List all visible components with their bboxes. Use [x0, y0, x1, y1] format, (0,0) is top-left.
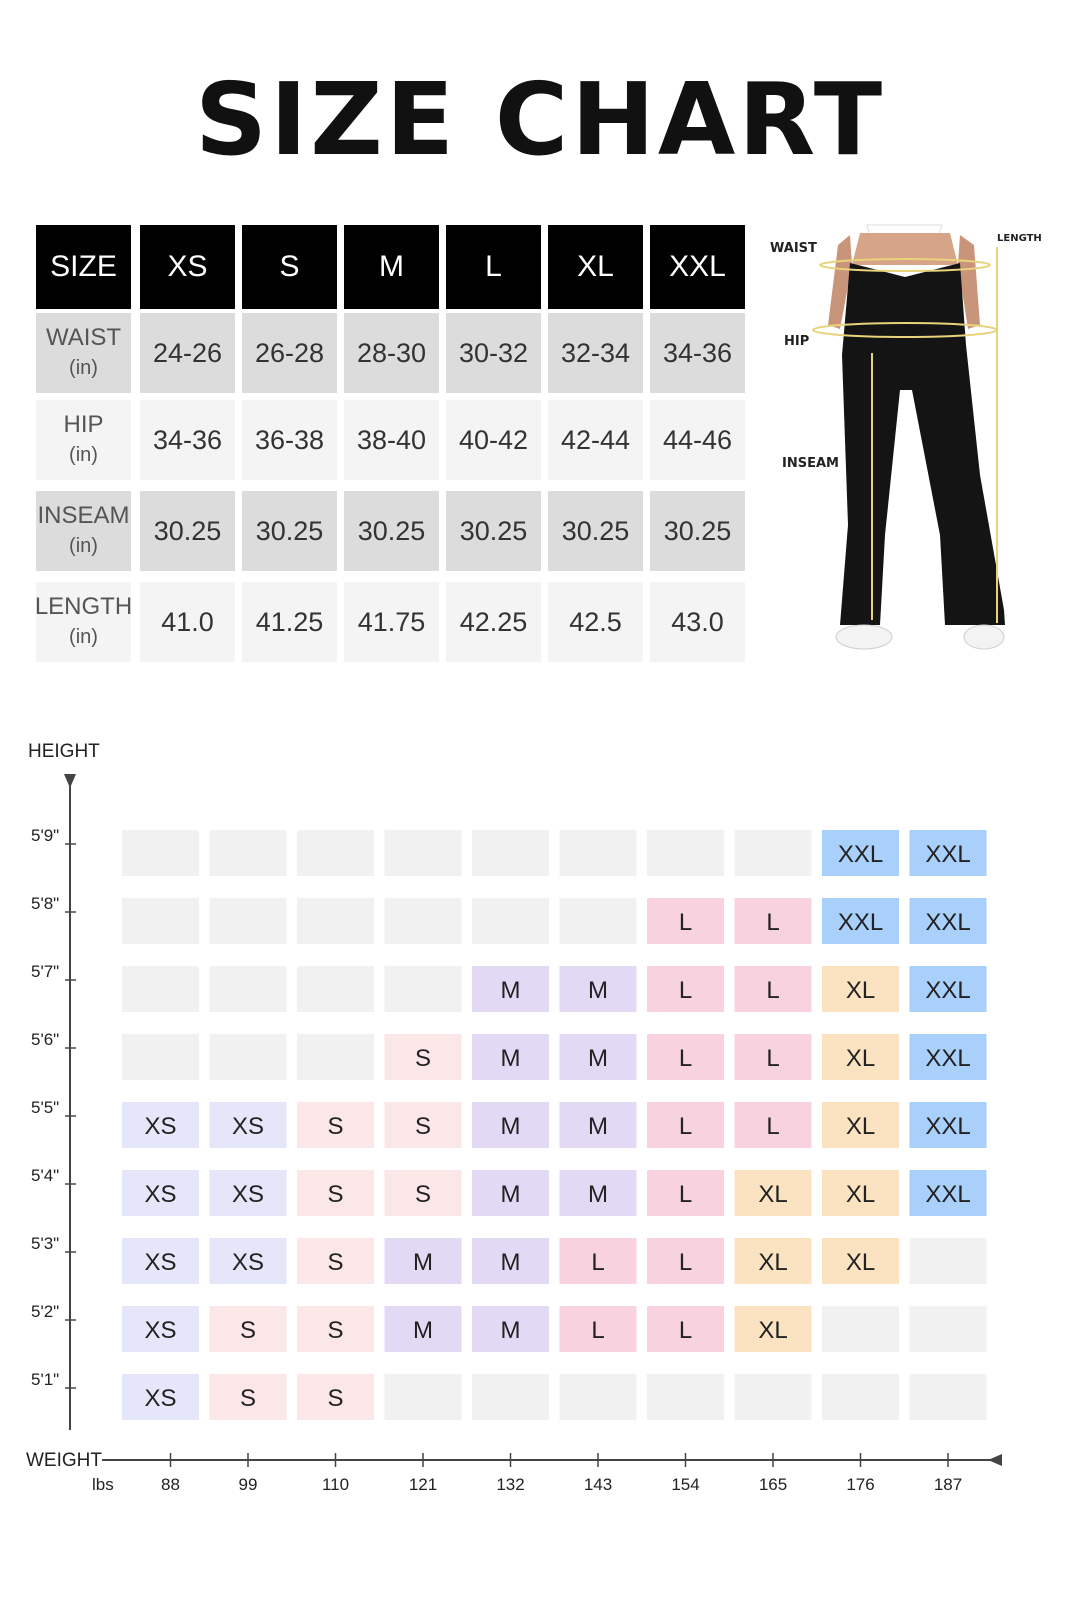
- inseam-label: INSEAM: [782, 456, 839, 471]
- size-cell: [822, 1306, 899, 1352]
- size-cell: [822, 1374, 899, 1420]
- size-cell-label: XXL: [925, 909, 971, 936]
- row-unit: (in): [69, 357, 98, 379]
- size-cell: [210, 1034, 287, 1080]
- table-cell: 30.25: [548, 491, 643, 571]
- table-cell: 42.25: [446, 582, 541, 662]
- size-cell-label: S: [327, 1113, 344, 1140]
- model-right-shoe: [964, 625, 1004, 649]
- size-cell: [122, 966, 199, 1012]
- size-cell-label: XXL: [925, 1181, 971, 1208]
- table-cell: 34-36: [650, 313, 745, 393]
- y-tick-label: 5'2": [31, 1302, 60, 1321]
- size-cell-label: S: [414, 1181, 432, 1208]
- size-cell: [122, 1034, 199, 1080]
- x-tick-label: 165: [758, 1475, 788, 1494]
- size-column-header: XL: [548, 225, 643, 309]
- size-cell-label: M: [500, 1045, 521, 1072]
- size-cell-label: L: [678, 1317, 693, 1344]
- table-cell: 28-30: [344, 313, 439, 393]
- size-cell-label: XS: [231, 1181, 265, 1208]
- y-axis-title: HEIGHT: [28, 741, 100, 762]
- size-header-cell: SIZE: [36, 225, 131, 309]
- size-cell: [385, 898, 462, 944]
- size-column-header: M: [344, 225, 439, 309]
- size-cell-label: M: [413, 1249, 433, 1276]
- size-cell-label: M: [588, 1045, 608, 1072]
- size-cell: [385, 830, 462, 876]
- size-cell-label: M: [588, 977, 608, 1004]
- height-weight-chart: [0, 740, 1080, 1520]
- table-cell: 42.5: [548, 582, 643, 662]
- size-cell: [297, 830, 374, 876]
- row-label-inseam: [36, 491, 131, 571]
- size-cell-label: M: [500, 977, 521, 1004]
- size-cell-label: XL: [845, 1045, 876, 1072]
- row-label-hip: [36, 400, 131, 480]
- table-cell: 30.25: [446, 491, 541, 571]
- size-cell-label: XL: [845, 1113, 876, 1140]
- table-cell: 41.25: [242, 582, 337, 662]
- y-tick-label: 5'6": [31, 1030, 60, 1049]
- y-axis-arrow: [64, 774, 76, 788]
- measurement-figure: [770, 225, 1080, 695]
- size-cell-label: L: [766, 1113, 780, 1140]
- size-cell: [122, 898, 199, 944]
- size-cell: [210, 898, 287, 944]
- size-cell-label: L: [591, 1249, 605, 1276]
- x-tick-label: 121: [408, 1475, 438, 1494]
- size-cell: [210, 966, 287, 1012]
- row-name: INSEAM: [37, 502, 130, 529]
- size-table: [36, 225, 776, 695]
- size-cell: [472, 898, 549, 944]
- size-column-header: XXL: [650, 225, 745, 309]
- size-cell: [647, 1374, 724, 1420]
- table-cell: 43.0: [650, 582, 745, 662]
- size-cell-label: S: [327, 1249, 344, 1276]
- size-cell-label: S: [327, 1385, 344, 1412]
- size-cell: [560, 898, 637, 944]
- x-tick-label: 187: [933, 1475, 963, 1494]
- size-cell-label: XXL: [925, 1113, 971, 1140]
- size-cell: [910, 1238, 987, 1284]
- y-tick-label: 5'5": [31, 1098, 60, 1117]
- table-cell: 30.25: [344, 491, 439, 571]
- size-cell-label: L: [678, 1113, 693, 1140]
- size-cell: [735, 1374, 812, 1420]
- size-cell-label: XXL: [837, 841, 884, 868]
- size-cell-label: XXL: [925, 1045, 971, 1072]
- table-cell: 36-38: [242, 400, 337, 480]
- size-cell-label: XL: [758, 1317, 788, 1344]
- row-unit: (in): [69, 626, 98, 648]
- x-tick-label: 110: [321, 1475, 350, 1494]
- y-tick-label: 5'8": [31, 894, 60, 913]
- size-cell-label: XXL: [925, 977, 971, 1004]
- size-cell-label: L: [766, 1045, 780, 1072]
- size-cell-label: XS: [144, 1385, 177, 1412]
- size-cell-label: S: [414, 1045, 432, 1072]
- size-cell-label: M: [500, 1317, 521, 1344]
- size-cell-label: XS: [144, 1249, 177, 1276]
- x-tick-label: 88: [161, 1475, 180, 1494]
- size-cell: [560, 830, 637, 876]
- row-name: HIP: [63, 411, 104, 438]
- size-cell: [297, 898, 374, 944]
- size-cell-label: M: [500, 1181, 521, 1208]
- size-cell-label: L: [766, 977, 780, 1004]
- size-cell-label: L: [678, 1249, 693, 1276]
- size-cell-label: XL: [845, 1181, 876, 1208]
- table-cell: 41.0: [140, 582, 235, 662]
- table-cell: 38-40: [344, 400, 439, 480]
- row-unit: (in): [69, 535, 98, 557]
- size-cell-label: M: [413, 1317, 433, 1344]
- size-cell: [472, 830, 549, 876]
- waist-label: WAIST: [770, 241, 817, 256]
- size-cell-label: XS: [231, 1249, 265, 1276]
- size-cell-label: XS: [231, 1113, 265, 1140]
- x-tick-label: 154: [671, 1475, 700, 1494]
- y-tick-label: 5'3": [31, 1234, 60, 1253]
- table-cell: 34-36: [140, 400, 235, 480]
- table-cell: 32-34: [548, 313, 643, 393]
- row-name: LENGTH: [34, 593, 133, 620]
- x-tick-label: 176: [846, 1475, 875, 1494]
- size-cell: [910, 1306, 987, 1352]
- size-cell: [385, 966, 462, 1012]
- size-cell-label: S: [327, 1181, 344, 1208]
- size-cell-label: M: [588, 1181, 608, 1208]
- size-cell-label: XS: [144, 1113, 177, 1140]
- size-cell-label: M: [500, 1113, 521, 1140]
- size-cell-label: S: [327, 1317, 344, 1344]
- size-cell-label: L: [766, 909, 780, 936]
- hip-label: HIP: [784, 334, 810, 349]
- x-unit-label: lbs: [92, 1475, 114, 1494]
- size-cell-label: S: [239, 1385, 257, 1412]
- size-cell-label: XL: [758, 1249, 788, 1276]
- size-cell-label: XS: [144, 1181, 177, 1208]
- size-cell-label: XL: [845, 1249, 876, 1276]
- size-cell-label: L: [678, 1181, 693, 1208]
- x-axis-arrow: [988, 1454, 1002, 1466]
- row-unit: (in): [69, 444, 98, 466]
- table-cell: 30.25: [140, 491, 235, 571]
- size-column-header: L: [446, 225, 541, 309]
- row-name: WAIST: [45, 324, 122, 351]
- size-cell-label: XS: [144, 1317, 177, 1344]
- size-column-header: XS: [140, 225, 235, 309]
- y-tick-label: 5'9": [31, 826, 60, 845]
- size-cell-label: XXL: [837, 909, 884, 936]
- size-cell-label: L: [678, 909, 693, 936]
- y-tick-label: 5'4": [31, 1166, 60, 1185]
- size-cell-label: XL: [758, 1181, 788, 1208]
- size-cell: [735, 830, 812, 876]
- table-cell: 24-26: [140, 313, 235, 393]
- table-cell: 26-28: [242, 313, 337, 393]
- table-cell: 42-44: [548, 400, 643, 480]
- x-tick-label: 99: [238, 1475, 258, 1494]
- size-cell: [647, 830, 724, 876]
- row-label-waist: [36, 313, 131, 393]
- size-cell: [297, 966, 374, 1012]
- table-cell: 41.75: [344, 582, 439, 662]
- size-cell: [297, 1034, 374, 1080]
- size-cell-label: XL: [845, 977, 876, 1004]
- length-label: LENGTH: [997, 233, 1042, 244]
- size-cell: [385, 1374, 462, 1420]
- size-cell: [472, 1374, 549, 1420]
- size-cell-label: L: [678, 1045, 693, 1072]
- size-cell-label: S: [239, 1317, 257, 1344]
- table-cell: 30.25: [650, 491, 745, 571]
- table-cell: 40-42: [446, 400, 541, 480]
- size-cell: [560, 1374, 637, 1420]
- size-cell-label: L: [591, 1317, 605, 1344]
- table-cell: 44-46: [650, 400, 745, 480]
- y-tick-label: 5'1": [31, 1370, 60, 1389]
- x-tick-label: 143: [583, 1475, 613, 1494]
- model-pants: [840, 263, 1005, 625]
- size-cell: [910, 1374, 987, 1420]
- size-cell-label: S: [414, 1113, 432, 1140]
- row-label-length: [36, 582, 131, 662]
- model-left-shoe: [836, 625, 892, 649]
- size-cell: [122, 830, 199, 876]
- size-cell-label: M: [500, 1249, 521, 1276]
- table-cell: 30.25: [242, 491, 337, 571]
- table-cell: 30-32: [446, 313, 541, 393]
- page-title: SIZE CHART: [194, 61, 886, 178]
- x-tick-label: 132: [496, 1475, 525, 1494]
- y-tick-label: 5'7": [31, 962, 60, 981]
- size-cell-label: L: [678, 977, 693, 1004]
- size-cell-label: XXL: [925, 841, 971, 868]
- size-column-header: S: [242, 225, 337, 309]
- model-illustration: [770, 225, 1080, 695]
- size-cell-label: M: [588, 1113, 608, 1140]
- size-cell: [210, 830, 287, 876]
- x-axis-title: WEIGHT: [26, 1450, 102, 1471]
